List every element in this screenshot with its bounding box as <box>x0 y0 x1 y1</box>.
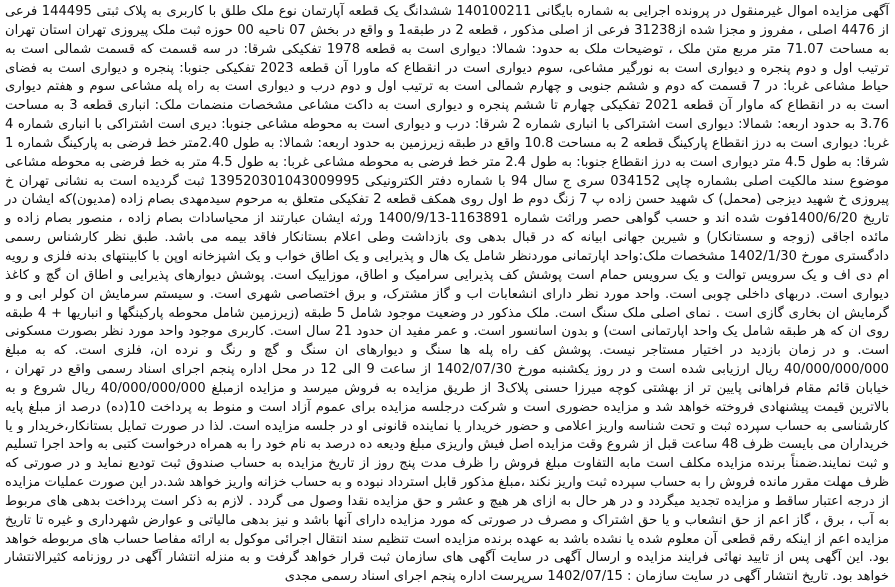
auction-notice <box>3 0 891 585</box>
notice-body-text: آگهی مزایده اموال غیرمنقول در پرونده اجرایی به شماره بایگانی 140100211 ششدانگ یک قطعه آپارتمان نوع ملک طلق با کاربری به پلاک ثبتی 144495 فرعی از 4476 اصلی ، مفروز و مجزا شده از31238 فرعی از اصلی مذکور ، قطعه 2 در طبقه1 و واقع در بخش 07 ناحیه 00 حوزه ثبت ملک پیروزی تهران استان تهران به مساحت 71.07 متر مربع متن ملک ، توضیحات ملک به حدود: شمالا: دیواری است به قطعه 1978 تفکیکی شرقا: در سه قسمت که قسمت شمالی است به ترتیب اول و دوم پنجره و دیواری است به نورگیر مشاعی، سوم دیواری است در انقطاع که ماورا آن قطعه 2023 تفکیکی جنوبا: پنجره و دیواری است به فضای حیاط مشاعی غربا: در 7 قسمت که دوم و ششم جنوبی و چهارم شمالی است به ترتیب اول و دوم درب و دیواری است به راه پله مشاعی سوم و هفتم دیواری است به در انقطاع که ماوار آن قطعه 2021 تفکیکی چهارم تا ششم پنجره و دیواری است به داکت مشاعی مشخصات منضمات ملک: انباری قطعه 3 به مساحت 3.76 به حدود اربعه: شمالا: دیواری است اشتراکی با انباری شماره 2 شرقا: درب و دیواری است به محوطه مشاعی جنوبا: دیری است اشتراکی با انباری شماره 4 غربا: دیواری است به درز انقطاع پارکینگ قطعه 2 به مساحت 10.8 واقع در طبقه زیرزمین به حدود اربعه: شمالا: به طول 2.40متر خط فرضی به پارکینگ شماره 1 شرقا: به طول 4.5 متر دیواری است به درز انقطاع جنوبا: به طول 2.4 متر خط فرضی به محوطه مشاعی غربا: به طول 4.5 متر به خط فرضی به محوطه مشاعی موضوع سند مالکیت اصلی بشماره چاپی 034152 سری ج سال 94 با شماره دفتر الکترونیکی 139520301043009995 ثبت گردیده است به نشانی تهران خ پیروزی خ شهید دیزجی (محمل) ک شهید حسن زاده پ 7 زنگ دوم ط اول روی همکف قطعه 2 تفکیکی متعلق به مرحوم سیدمهدی بصام زاده (مدیون)که ایشان در تاریخ 1400/6/20فوت شده اند و حسب گواهی حصر وراثت شماره 1163891-1400/9/13 ورثه ایشان عبارتند از محیاسادات بصام زاده ، منصور بصام زاده و مائده اجاقی (زوجه و سستانکار) و شیرین جهانی ابیانه که در قبال بدهی وی بازداشت وطی اعلام بستانکار فاقد بیمه می باشد. طبق نظر کارشناس رسمی دادگستری مورخ 1402/1/30 مشخصات ملک:واحد اپارتمانی موردنظر شامل یک هال و پذیرایی و یک اطاق خواب و یک اشپزخانه اوپن با کابینتهای بدنه فلزی و رویه ام دی اف و یک سرویس توالت و یک سرویس حمام است پوشش کف پذیرایی سرامیک و اطاق، موزاییک است. پوشش دیوارهای پذیرایی و اطاق ان گچ و کاغذ دیواری است. دربهای داخلی چوبی است. واحد مورد نظر دارای انشعابات اب و گاز مشترک، و برق اختصاصی شهری است. و سیستم سرمایش ان کولر ابی و و گرمایش ان بخاری گازی است . نمای اصلی ملک سنگ است. ملک مذکور در وضعیت موجود شامل 5 طبقه (زیرزمین شامل محوطه پارکینگها و انباریها + 4 طبقه روی ان که هر طبقه شامل یک واحد اپارتمانی است) و بدون اسانسور است. و عمر مفید ان حدود 21 سال است. کاربری موجود واحد مورد نظر بصورت مسکونی است. و در زمان بازدید در اختیار مستاجر نیست. پوشش کف راه پله ها سنگ و دیوارهای ان سنگ و گچ و رنگ و نرده ان، فلزی است. که به مبلغ 40/000/000/000 ریال ارزیابی شده است و در روز یکشنبه مورخ 1402/07/30 از ساعت 9 الی 12 در محل اداره پنجم اجرای اسناد رسمی واقع در تهران ، خیابان قائم مقام فراهانی پایین تر از بهشتی کوچه میرزا حسنی پلاک3 از طریق مزایده به فروش میرسد و مزایده ازمبلغ 40/000/000/000 ریال شروع و به بالاترین قیمت پیشنهادی فروخته خواهد شد و مزایده حضوری است و شرکت درجلسه مزایده برای عموم آزاد است و منوط به پرداخت 10(ده) درصد از مبلغ پایه کارشناسی به حساب سپرده ثبت و تحت شناسه واریز اعلامی و حضور خریدار یا نماینده قانونی او در جلسه مزایده است. لذا در صورت تمایل بستانکار،خریدار و یا خریداران می بایست ظرف 48 ساعت قبل از شروع وقت مزایده اصل فیش واریزی مبلغ ودیعه ده درصد به نام خود را به همراه درخواست کتبی به واحد اجرا تسلیم و ثبت نمایند.ضمناً برنده مزایده مکلف است مابه التفاوت مبلغ فروش را ظرف مدت پنج روز از تاریخ مزایده به حساب صندوق ثبت تودیع نماید و در صورتی که ظرف مهلت مقرر مانده فروش را به حساب سپرده ثبت واریز نکند ،مبلغ مذکور قابل استرداد نبوده و به حساب خزانه واریز خواهد شد.در این صورت عملیات مزایده از درجه اعتبار ساقط و مزایده تجدید میگردد و در هر حال به ازای هر هیچ و عشر و حق مزایده نقدا وصول می گردد . لازم به ذکر است پرداخت بدهی های مربوط به آب ، برق ، گاز اعم از حق انشعاب و یا حق اشتراک و مصرف در صورتی که مورد مزایده دارای آنها باشد و نیز بدهی مالیاتی و عوارض شهرداری و غیره تا تاریخ مزایده اعم از اینکه رقم قطعی آن معلوم شده یا نشده باشد به عهده برنده مزایده است تنظیم سند انتقال اجرائی موکول به ارائه مفاصا حساب های مربوطه خواهد بود. این آگهی پس از تایید نهائی فرایند مزایده و ارسال آگهی در سایت آگهی های سازمان ثبت قرار خواهد گرفت و به منزله انتشار آگهی در روزنامه کثیرالانتشار خواهد بود. تاریخ انتشار آگهی در سایت سازمان : 1402/07/15 سرپرست اداره پنجم اجرای اسناد رسمی مجدی <box>5 4 890 585</box>
